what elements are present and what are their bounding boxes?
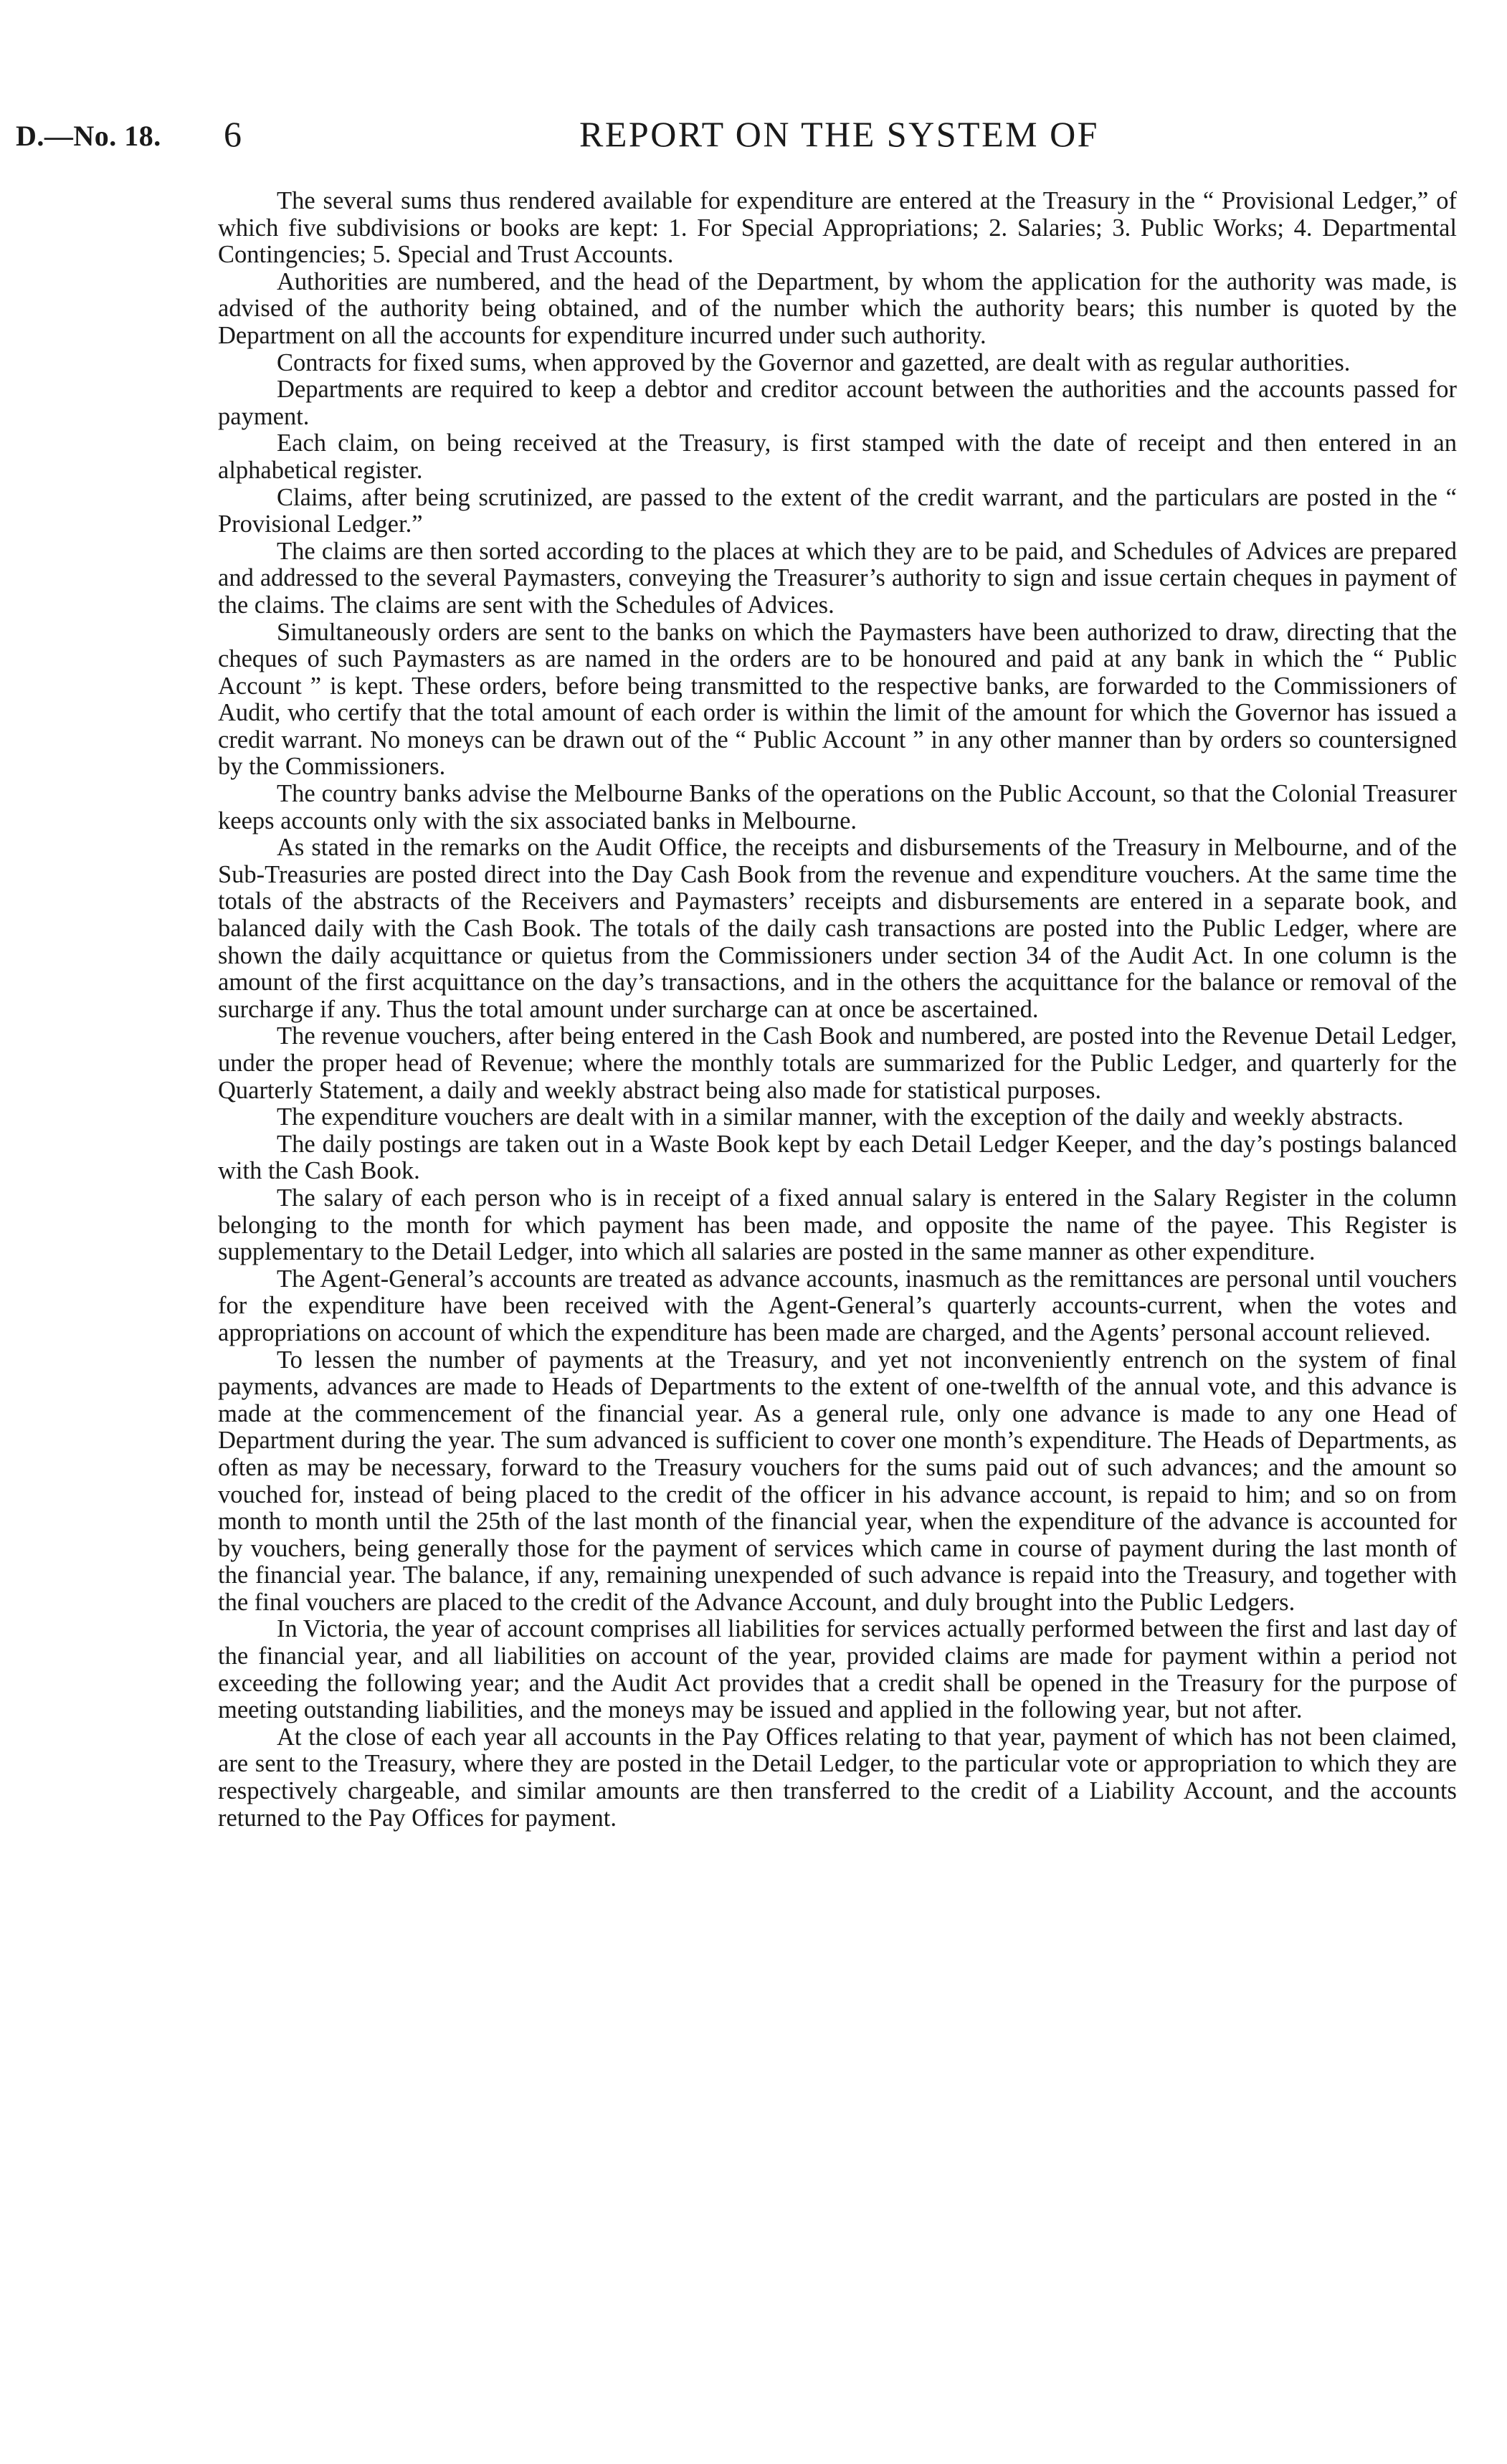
paragraph-each-claim: Each claim, on being received at the Treasury, is first stamped with the date of receipt and then entered in an alphabetical register. [218,429,1457,484]
body-text [218,188,1457,1832]
paragraph-contracts: Contracts for fixed sums, when approved by the Governor and gazetted, are dealt with as regular authorities. [277,348,1351,376]
paragraph-year-of-account: In Victoria, the year of account comprises all liabilities for services actually performed between the first and last day of the financial year, and all liabilities on account of the year, provided claims are made for payment within a period not exceeding the following year; and the Audit Act provides that a credit shall be opened in the Treasury for the purpose of meeting outstanding liabilities, and the moneys may be issued and applied in the following year, but not after. [218,1615,1457,1724]
paragraph-bank-orders: Simultaneously orders are sent to the banks on which the Paymasters have been authorized to draw, directing that the cheques of such Paymasters as are named in the orders are to be honoured and paid at any bank in which the “ Public Account ” is kept. These orders, before being transmitted to the respective banks, are forwarded to the Commissioners of Audit, who certify that the total amount of each order is within the limit of the amount for which the Governor has issued a credit warrant. No moneys can be drawn out of the “ Public Account ” in any other manner than by orders so countersigned by the Commissioners. [218,618,1457,781]
paragraph-advances: To lessen the number of payments at the Treasury, and yet not inconveniently entrench on the system of final payments, advances are made to Heads of Departments to the extent of one-twelfth of the annual vote, and this advance is made at the commencement of the financial year. As a general rule, only one advance is made to any one Head of Department during the year. The sum advanced is sufficient to cover one month’s expenditure. The Heads of Departments, as often as may be necessary, forward to the Treasury vouchers for the sums paid out of such advances; and the amount so vouched for, instead of being placed to the credit of the officer in his advance account, is repaid to him; and so on from month to month until the 25th of the last month of the financial year, when the expenditure of the advance is accounted for by vouchers, being generally those for the payment of services which came in course of payment during the last month of the financial year. The balance, if any, remaining unexpended of such advance is repaid into the Treasury, and together with the final vouchers are placed to the credit of the Advance Account, and duly brought into the Public Ledgers. [218,1346,1457,1616]
paragraph-departments: Departments are required to keep a debtor and creditor account between the authorities and the accounts passed for payment. [218,376,1457,430]
page-header [16,113,1485,156]
paragraph-claims-sorted: The claims are then sorted according to the places at which they are to be paid, and Schedules of Advices are prepared and addressed to the several Paymasters, conveying the Treasurer’s authority to sign and issue certain cheques in payment of the claims. The claims are sent with the Schedules of Advices. [218,537,1457,619]
paragraph-salary-register: The salary of each person who is in receipt of a fixed annual salary is entered in the Salary Register in the column belonging to the month for which payment has been made, and opposite the name of the payee. This Register is supplementary to the Detail Ledger, into which all salaries are posted in the same manner as other expenditure. [218,1184,1457,1266]
paragraph-daily-postings: The daily postings are taken out in a Waste Book kept by each Detail Ledger Keeper, and the day’s postings balanced with the Cash Book. [218,1130,1457,1185]
paragraph-country-banks: The country banks advise the Melbourne Banks of the operations on the Public Account, so that the Colonial Treasurer keeps accounts only with the six associated banks in Melbourne. [218,780,1457,834]
paragraph-authorities: Authorities are numbered, and the head of the Department, by whom the application for the authority was made, is advised of the authority being obtained, and of the number which the authority bears; this number is quoted by the Department on all the accounts for expenditure incurred under such authority. [218,267,1457,349]
paragraph-expenditure-vouchers: The expenditure vouchers are dealt with in a similar manner, with the exception of the daily and weekly abstracts. [277,1103,1404,1131]
paragraph-close-of-year: At the close of each year all accounts in the Pay Offices relating to that year, payment of which has not been claimed, are sent to the Treasury, where they are posted in the Detail Ledger, to the particular vote or appropriation to which they are respectively chargeable, and similar amounts are then transferred to the credit of a Liability Account, and the accounts returned to the Pay Offices for payment. [218,1723,1457,1832]
paragraph-agent-general: The Agent-General’s accounts are treated as advance accounts, inasmuch as the remittances are personal until vouchers for the expenditure have been received with the Agent-General’s quarterly accounts-current, when the votes and appropriations on account of which the expenditure has been made are charged, and the Agents’ personal account relieved. [218,1265,1457,1346]
paragraph-revenue-vouchers: The revenue vouchers, after being entered in the Cash Book and numbered, are posted into the Revenue Detail Ledger, under the proper head of Revenue; where the monthly totals are summarized for the Public Ledger, and quarterly for the Quarterly Statement, a daily and weekly abstract being also made for statistical purposes. [218,1022,1457,1104]
document-reference: D.—No. 18. [16,120,161,152]
paragraph-audit-office: As stated in the remarks on the Audit Office, the receipts and disbursements of the Treasury in Melbourne, and of the Sub-Treasuries are posted direct into the Day Cash Book from the revenue and expenditure vouchers. At the same time the totals of the abstracts of the Receivers and Paymasters’ receipts and disbursements are entered in a separate book, and balanced daily with the Cash Book. The totals of the daily cash transactions are posted into the Public Ledger, where are shown the daily acquittance or quietus from the Commissioners under section 34 of the Audit Act. In one column is the amount of the first acquittance on the day’s transactions, and in the others the acquittance for the balance or removal of the surcharge if any. Thus the total amount under surcharge can at once be ascertained. [218,834,1457,1023]
paragraph-provisional-ledger: The several sums thus rendered available for expenditure are entered at the Treasury in the “ Provisional Ledger,” of which five subdivisions or books are kept: 1. For Special Appropriations; 2. Salaries; 3. Public Works; 4. Departmental Contingencies; 5. Special and Trust Accounts. [218,187,1457,269]
page-number: 6 [224,114,242,154]
running-title: REPORT ON THE SYSTEM OF [579,114,1099,154]
paragraph-claims-scrutinized: Claims, after being scrutinized, are passed to the extent of the credit warrant, and the particulars are posted in the “ Provisional Ledger.” [218,483,1457,538]
